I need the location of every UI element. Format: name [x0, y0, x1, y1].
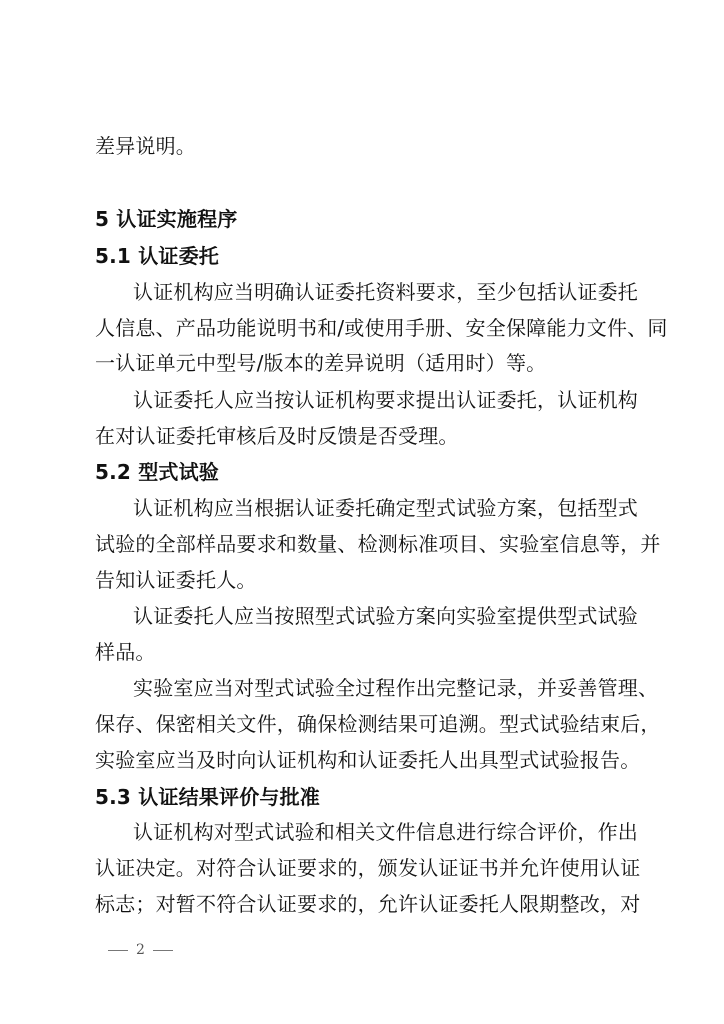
- footer-dash-right: [153, 950, 173, 951]
- body-line-16: 认证决定。对符合认证要求的，颁发认证证书并允许使用认证: [95, 856, 641, 880]
- body-line-4: 一认证单元中型号/版本的差异说明（适用时）等。: [95, 351, 547, 375]
- page-footer: [108, 942, 173, 958]
- body-line-13: 保存、保密相关文件，确保检测结果可追溯。型式试验结束后，: [95, 712, 661, 736]
- body-line-7: 认证机构应当根据认证委托确定型式试验方案，包括型式: [133, 496, 638, 520]
- body-line-11: 样品。: [95, 640, 156, 664]
- body-line-10: 认证委托人应当按照型式试验方案向实验室提供型式试验: [133, 604, 638, 628]
- body-line-15: 认证机构对型式试验和相关文件信息进行综合评价，作出: [133, 820, 638, 844]
- subsection-heading-5-1: 5.1 认证委托: [95, 244, 219, 268]
- body-line-5: 认证委托人应当按认证机构要求提出认证委托，认证机构: [133, 388, 638, 412]
- page-number: 2: [136, 942, 145, 958]
- body-line-3: 人信息、产品功能说明书和/或使用手册、安全保障能力文件、同: [95, 316, 668, 340]
- subsection-heading-5-2: 5.2 型式试验: [95, 460, 219, 484]
- body-line-12: 实验室应当对型式试验全过程作出完整记录，并妥善管理、: [133, 676, 659, 700]
- footer-dash-left: [108, 950, 128, 951]
- body-line-17: 标志；对暂不符合认证要求的，允许认证委托人限期整改，对: [95, 892, 641, 916]
- subsection-heading-5-3: 5.3 认证结果评价与批准: [95, 785, 320, 809]
- body-line-1: 差异说明。: [95, 134, 196, 158]
- body-line-6: 在对认证委托审核后及时反馈是否受理。: [95, 424, 459, 448]
- body-line-2: 认证机构应当明确认证委托资料要求，至少包括认证委托: [133, 280, 638, 304]
- body-line-14: 实验室应当及时向认证机构和认证委托人出具型式试验报告。: [95, 748, 641, 772]
- body-line-9: 告知认证委托人。: [95, 568, 257, 592]
- body-line-8: 试验的全部样品要求和数量、检测标准项目、实验室信息等，并: [95, 532, 661, 556]
- section-heading-5: 5 认证实施程序: [95, 207, 238, 231]
